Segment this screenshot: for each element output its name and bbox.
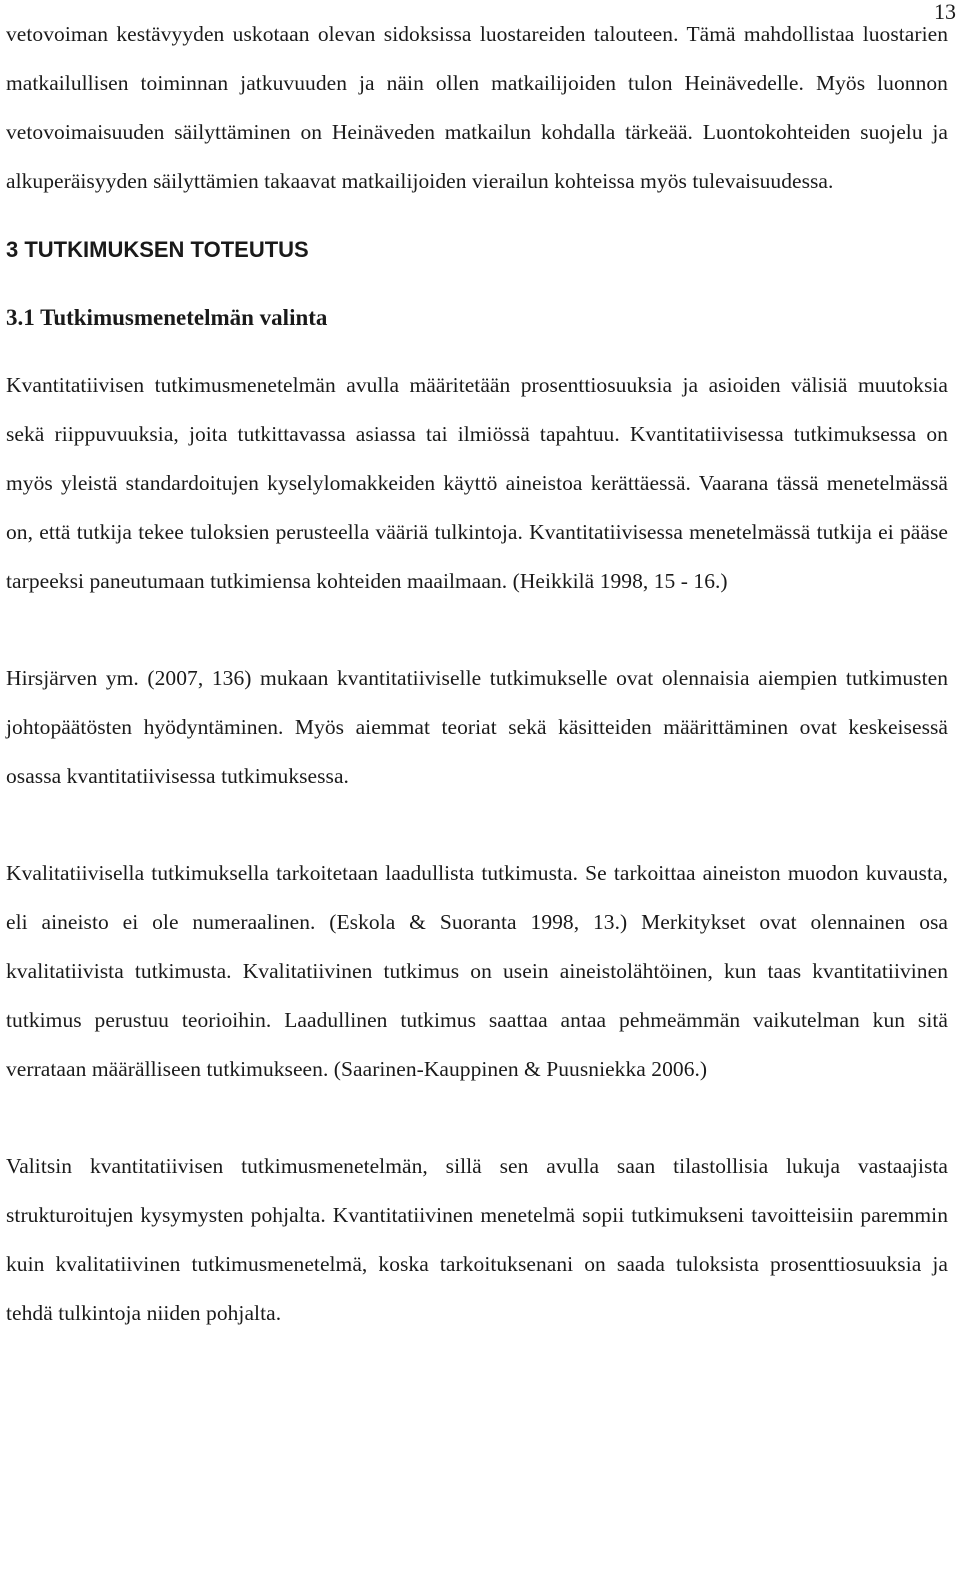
subsection-heading: 3.1 Tutkimusmenetelmän valinta (6, 305, 328, 330)
paragraph-quantitative: Kvantitatiivisen tutkimusmenetelmän avulla määritetään prosenttiosuuksia ja asioiden välisiä muutoksia sekä riippuvuuksia, joita tutkittavassa asiassa tai ilmiössä tapahtuu. Kvantitatiivisessa tutkimuksessa on myös yleistä standardoitujen kyselylomakkeiden käyttö aineistoa kerättäessä. Vaarana tässä menetelmässä on, että tutkija tekee tuloksien perusteella vääriä tulkintoja. Kvantitatiivisessa menetelmässä tutkija ei pääse tarpeeksi paneutumaan tutkimiensa kohteiden maailmaan. (Heikkilä 1998, 15 - 16.) (6, 373, 948, 593)
paragraph-hirsjarvi: Hirsjärven ym. (2007, 136) mukaan kvantitatiiviselle tutkimukselle ovat olennaisia aiempien tutkimusten johtopäätösten hyödyntäminen. Myös aiemmat teoriat sekä käsitteiden määrittäminen ovat keskeisessä osassa kvantitatiivisessa tutkimuksessa. (6, 666, 948, 788)
spacer (6, 1094, 948, 1142)
paragraph-qualitative: Kvalitatiivisella tutkimuksella tarkoitetaan laadullista tutkimusta. Se tarkoittaa aineiston muodon kuvausta, eli aineisto ei ole numeraalinen. (Eskola & Suoranta 1998, 13.) Merkitykset ovat olennainen osa kvalitatiivista tutkimusta. Kvalitatiivinen tutkimus on usein aineistolähtöinen, kun taas kvantitatiivinen tutkimus perustuu teorioihin. Laadullinen tutkimus saattaa antaa pehmeämmän vaikutelman kun sitä verrataan määrälliseen tutkimukseen. (Saarinen-Kauppinen & Puusniekka 2006.) (6, 861, 948, 1081)
spacer (6, 606, 948, 654)
paragraph-intro: vetovoiman kestävyyden uskotaan olevan sidoksissa luostareiden talouteen. Tämä mahdollistaa luostarien matkailullisen toiminnan jatkuvuuden ja näin ollen matkailijoiden tulon Heinävedelle. Myös luonnon vetovoimaisuuden säilyttäminen on Heinäveden matkailun kohdalla tärkeää. Luontokohteiden suojelu ja alkuperäisyyden säilyttämien takaavat matkailijoiden vierailun kohteissa myös tulevaisuudessa. (6, 22, 948, 193)
document-body (6, 10, 948, 1338)
spacer (6, 206, 948, 225)
spacer (6, 801, 948, 849)
page-number: 13 (934, 0, 956, 24)
section-heading: 3 TUTKIMUKSEN TOTEUTUS (6, 237, 309, 262)
spacer (6, 274, 948, 293)
spacer (6, 342, 948, 361)
paragraph-choice: Valitsin kvantitatiivisen tutkimusmenetelmän, sillä sen avulla saan tilastollisia lukuja vastaajista strukturoitujen kysymysten pohjalta. Kvantitatiivinen menetelmä sopii tutkimukseni tavoitteisiin paremmin kuin kvalitatiivinen tutkimusmenetelmä, koska tarkoituksenani on saada tuloksista prosenttiosuuksia ja tehdä tulkintoja niiden pohjalta. (6, 1154, 948, 1325)
